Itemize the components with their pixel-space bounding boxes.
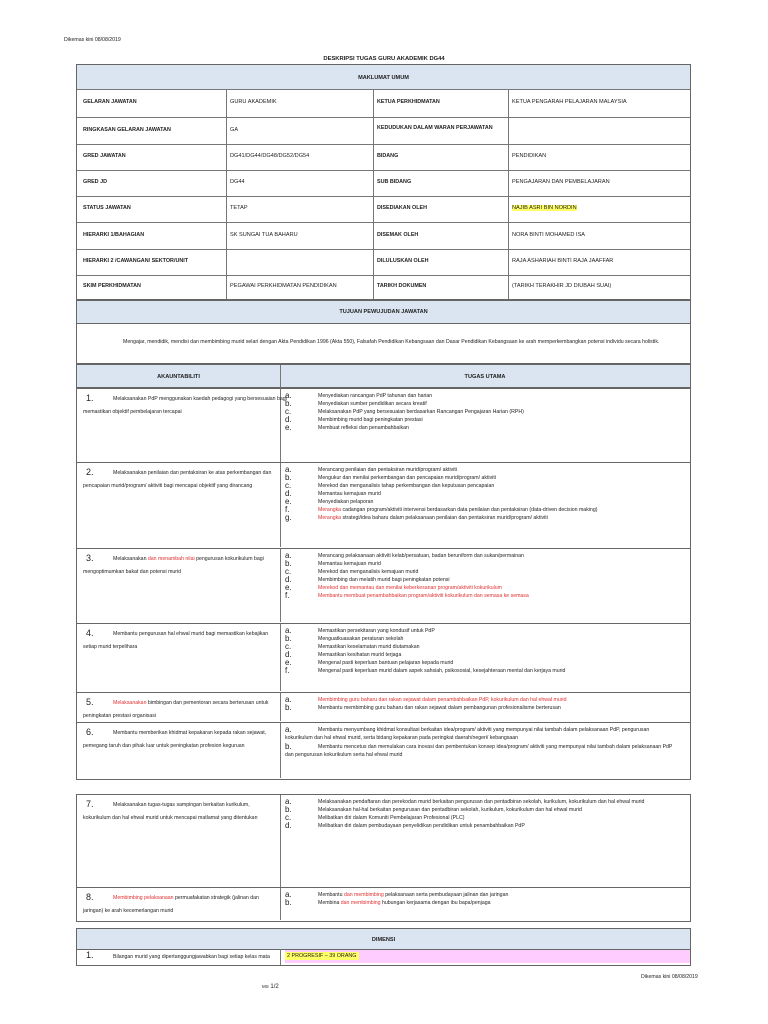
info-label: SKIM PERKHIDMATAN [83, 283, 141, 289]
info-value: PEGAWAI PERKHIDMATAN PENDIDIKAN [230, 283, 337, 289]
task-letter: f. [285, 505, 290, 514]
task-text: Membantu membimbing guru baharu dan rakan sejawat dalam pembangunan profesionalisme berterusan [318, 705, 561, 711]
task-letter: c. [285, 481, 292, 490]
task-item [285, 726, 705, 743]
task-text: Membantu mencetus dan memulakan cara inovasi dan pembentukan konsep idea/program/ aktiviti yang mempunyai nilai tambah dalam pelaksanaan PdP [318, 744, 673, 750]
desc-highlight: Melaksanakan [113, 700, 147, 706]
accountability-block [76, 794, 691, 888]
accountability-block [76, 463, 691, 549]
page-number [262, 984, 279, 990]
task-text: Membuat refleksi dan penambahbaikan [318, 425, 409, 431]
task-text: Memastikan persekitaran yang kondusif untuk PdP [318, 628, 435, 634]
task-item [285, 627, 705, 635]
accountability-block [76, 624, 691, 693]
task-item [285, 482, 705, 490]
desc-highlight: Membimbing pelaksanaan [113, 895, 174, 901]
accountability-desc-line2: setiap murid terpelihara [83, 644, 138, 650]
info-value: TETAP [230, 205, 248, 211]
task-item [285, 798, 705, 806]
task-text: Melaksanakan PdP yang bersesuaian berdasarkan Rancangan Pengajaran Harian (RPH) [318, 409, 524, 415]
accountability-block [76, 723, 691, 780]
task-letter: b. [285, 399, 292, 408]
task-text: Membimbing dan melatih murid bagi peningkatan potensi [318, 577, 450, 583]
task-item [285, 474, 705, 482]
task-letter: b. [285, 898, 292, 907]
task-letter: a. [285, 626, 292, 635]
task-item [285, 891, 705, 899]
task-text: Merangka strategi/idea baharu dalam pelaksanaan penilaian dan pentaksiran murid/program/ aktiviti [318, 515, 548, 521]
info-value: NORA BINTI MOHAMED ISA [512, 231, 586, 238]
info-label: BIDANG [377, 153, 399, 159]
updated-date-bottom: Dikemas kini 08/08/2019 [641, 974, 698, 980]
desc-highlight: dan menambah nilai [147, 556, 195, 562]
desc-part: permuafakatan strategik (jalinan dan [173, 895, 259, 901]
accountability-block [76, 693, 691, 723]
updated-date-top: Dikemas kini 08/08/2019 [64, 37, 121, 43]
task-item [285, 814, 705, 822]
info-label: GRED JD [83, 179, 107, 185]
info-value: RAJA ASHARIAH BINTI RAJA JAAFFAR [512, 258, 614, 264]
document-title: DESKRIPSI TUGAS GURU AKADEMIK DG44 [323, 56, 445, 62]
task-item [285, 651, 705, 659]
dimensi-row [76, 949, 691, 966]
task-letter: c. [285, 813, 292, 822]
task-text: Menyediakan rancangan PdP tahunan dan harian [318, 393, 433, 399]
task-item [285, 822, 705, 830]
task-text: Merekod dan memantau dan menilai keberkesanan program/aktiviti kokurikulum [318, 585, 502, 591]
task-letter: b. [285, 473, 292, 482]
task-item [285, 466, 705, 474]
info-label: HIERARKI 2 /CAWANGAN/ SEKTOR/UNIT [83, 258, 189, 264]
task-item [285, 416, 705, 424]
task-item [285, 514, 705, 522]
task-item [285, 408, 705, 416]
task-text: Merekod dan menganalisis tahap perkembangan dan keputusan pencapaian [318, 483, 495, 489]
accountability-desc-line2: mengoptimumkan bakat dan potensi murid [83, 569, 182, 575]
accountability-number: 1. [86, 393, 94, 403]
task-letter: c. [285, 407, 292, 416]
info-label: DILULUSKAN OLEH [377, 258, 429, 264]
task-letter: b. [285, 742, 292, 751]
task-letter: e. [285, 583, 292, 592]
task-text: Melibatkan diri dalam Komuniti Pembelajaran Profesional (PLC) [318, 815, 465, 821]
task-item [285, 506, 705, 514]
task-letter: a. [285, 551, 292, 560]
info-value [512, 205, 687, 211]
task-letter: e. [285, 658, 292, 667]
info-label: RINGKASAN GELARAN JAWATAN [83, 126, 171, 133]
task-letter: d. [285, 575, 292, 584]
task-text: Membantu menyumbang khidmat konsultasi berkaitan idea/program/ aktiviti yang mempunyai nilai tambah dalam pelaksanaan PdP, pengurusan [318, 727, 650, 733]
task-highlight: Merangka [318, 515, 342, 521]
maklumat-umum-header [77, 65, 690, 90]
task-text: Membimbing guru baharu dan rakan sejawat dalam penambahbaikan PdP, kokurikulum dan hal ehwal murid [318, 697, 567, 703]
tujuan-body [76, 323, 691, 364]
info-label: KEDUDUKAN DALAM WARAN PERJAWATAN [377, 124, 493, 131]
dimensi-label: DIMENSI [371, 937, 396, 943]
info-label: GRED JAWATAN [83, 153, 126, 159]
info-value: PENDIDIKAN [512, 153, 547, 159]
task-item [285, 667, 705, 675]
task-text: Menyediakan pelaporan [318, 499, 374, 505]
accountability-number: 8. [86, 892, 94, 902]
task-text-part: Membina [318, 900, 341, 906]
info-value: SK SUNGAI TUA BAHARU [230, 231, 298, 238]
accountability-number: 4. [86, 628, 94, 638]
task-text: Merancang penilaian dan pentaksiran murid/program/ aktiviti [318, 467, 457, 473]
dimensi-value: 2 PROGRESIF – 39 ORANG [287, 953, 357, 959]
task-text-part: dan membimbing [340, 900, 381, 906]
accountability-block [76, 388, 691, 463]
accountability-desc-line2: kokurikulum dan hal ehwal murid untuk mencapai matlamat yang ditentukan [83, 815, 258, 821]
dimensi-value-cell [285, 950, 690, 963]
task-item [285, 696, 705, 704]
info-value: KETUA PENGARAH PELAJARAN MALAYSIA [512, 99, 627, 105]
task-text: Melibatkan diri dalam pembudayaan penyelidikan pendidikan untuk penambahbaikan PdP [318, 823, 525, 829]
page-number-value: 1/2 [270, 984, 279, 990]
accountability-desc-line2: jaringan) ke arah kecemerlangan murid [83, 908, 174, 914]
task-letter: b. [285, 805, 292, 814]
task-text: Memastikan keselamatan murid diutamakan [318, 644, 420, 650]
tujuan-label: TUJUAN PEWUJUDAN JAWATAN [339, 309, 428, 315]
task-text: Memastikan kesihatan murid terjaga [318, 652, 402, 658]
tujuan-text: Mengajar, mendidik, mendisi dan membimbing murid selari dengan Akta Pendidikan 1996 (Akta 550), Falsafah Pendidikan Kebangsaan dan Dasar Pendidikan Kebangsaan ke arah memperkembangkan potensi individu secara holistik. [123, 339, 660, 345]
info-label: TARIKH DOKUMEN [377, 283, 427, 289]
task-letter: a. [285, 695, 292, 704]
info-label: GELARAN JAWATAN [83, 99, 137, 105]
task-text: Menguatkuasakan peraturan sekolah [318, 636, 404, 642]
accountability-desc-line1 [113, 895, 259, 902]
task-letter: d. [285, 821, 292, 830]
task-text: Melaksanakan hal-hal berkaitan pengurusan dan pentadbiran sekolah, kurikulum, kokurikulum dan hal ehwal murid [318, 807, 582, 813]
task-item [285, 552, 705, 560]
accountability-desc-line1: Melaksanakan PdP menggunakan kaedah pedagogi yang bersesuaian bagi [113, 396, 287, 402]
accountability-desc-line2: pencapaian murid/program/ aktiviti bagi mencapai objektif yang dirancang [83, 483, 253, 489]
page-prefix: MS [262, 984, 269, 989]
accountability-desc-line2: peningkatan prestasi organisasi [83, 713, 156, 719]
task-text-cont: kokurikulum dan hal ehwal murid, serta bidang kepakaran pada peringkat daerah/negeri/ kebangsaan [285, 735, 519, 741]
info-value: GA [230, 126, 239, 133]
task-highlight: Merangka [318, 507, 342, 513]
task-text: Membimbing murid bagi peningkatan prestasi [318, 417, 423, 423]
task-item [285, 498, 705, 506]
accountability-desc-line2: memastikan objektif pembelajaran tercapai [83, 409, 182, 415]
task-letter: f. [285, 666, 290, 675]
info-label: KETUA PERKHIDMATAN [377, 99, 440, 105]
task-item [285, 576, 705, 584]
task-item [285, 400, 705, 408]
task-text-part: Membantu [318, 892, 344, 898]
task-text: Mengukur dan menilai perkembangan dan pencapaian murid/program/ aktiviti [318, 475, 496, 481]
task-text: Melaksanakan pendaftaran dan perekodan murid berkaitan pengurusan dan pentadbiran sekolah, kurikulum, kokurikulum dan hal ehwal murid [318, 799, 645, 805]
tugas-utama-label: TUGAS UTAMA [464, 374, 506, 380]
info-value: (TARIKH TERAKHIR JD DIUBAH SUAI) [512, 283, 612, 289]
prepared-by-name: NAJIB ASRI BIN NORDIN [512, 205, 577, 211]
task-text: Merekod dan menganalisis kemajuan murid [318, 569, 419, 575]
task-letter: b. [285, 634, 292, 643]
tujuan-header [76, 300, 691, 324]
task-item [285, 392, 705, 400]
desc-part: bimbingan dan pementoran secara berterusan untuk [146, 700, 269, 706]
task-letter: g. [285, 513, 292, 522]
info-value: DG44 [230, 179, 245, 185]
task-letter: e. [285, 497, 292, 506]
task-item [285, 635, 705, 643]
maklumat-umum-table [76, 64, 691, 300]
info-label: DISEMAK OLEH [377, 231, 419, 238]
task-text: Memantau kemajuan murid [318, 561, 381, 567]
task-text-part: hubungan kerjasama dengan ibu bapa/penjaga [380, 900, 491, 906]
task-text [318, 892, 508, 898]
accountability-number: 7. [86, 799, 94, 809]
desc-part: pengurusan kokurikulum bagi [194, 556, 264, 562]
task-letter: b. [285, 703, 292, 712]
accountability-number: 2. [86, 467, 94, 477]
accountability-number: 5. [86, 697, 94, 707]
task-item [285, 806, 705, 814]
task-item [285, 568, 705, 576]
task-text: Mengenal pasti keperluan bantuan pelajaran kepada murid [318, 660, 454, 666]
akauntabiliti-label: AKAUNTABILITI [157, 374, 200, 380]
desc-part: Melaksanakan [113, 556, 148, 562]
task-item [285, 560, 705, 568]
info-label: DISEDIAKAN OLEH [377, 205, 428, 211]
accountability-desc-line1: Melaksanakan tugas-tugas sampingan berkaitan kurikulum, [113, 802, 250, 808]
task-letter: a. [285, 391, 292, 400]
task-text: Menyediakan sumber pendidikan secara kreatif [318, 401, 427, 407]
task-text: Merancang pelaksanaan aktiviti kelab/persatuan, badan beruniform dan sukan/permainan [318, 553, 524, 559]
task-text: Memantau kemajuan murid [318, 491, 381, 497]
task-item [285, 490, 705, 498]
accountability-desc-line2: pemegang taruh dan pihak luar untuk peningkatan profesion keguruan [83, 743, 245, 749]
task-letter: d. [285, 489, 292, 498]
task-letter: a. [285, 797, 292, 806]
info-label: HIERARKI 1/BAHAGIAN [83, 231, 145, 238]
task-letter: c. [285, 642, 292, 651]
info-label: SUB BIDANG [377, 179, 412, 185]
dimensi-number: 1. [86, 950, 94, 960]
task-item [285, 704, 705, 712]
task-item [285, 592, 705, 600]
accountability-block [76, 888, 691, 922]
task-item [285, 899, 705, 907]
task-item [285, 584, 705, 592]
task-letter: e. [285, 423, 292, 432]
task-letter: c. [285, 567, 292, 576]
task-text: Merangka cadangan program/aktiviti intervensi berdasarkan data penilaian dan pentaksiran (data-driven decision making) [318, 507, 598, 513]
accountability-desc-line1: Melaksanakan penilaian dan pentaksiran ke atas perkembangan dan [113, 470, 272, 476]
accountability-header [76, 364, 691, 388]
info-value: DG41/DG44/DG48/DG52/DG54 [230, 153, 310, 159]
task-letter: a. [285, 725, 292, 734]
info-value: PENGAJARAN DAN PEMBELAJARAN [512, 179, 610, 185]
task-letter: d. [285, 650, 292, 659]
dimensi-header [76, 928, 691, 950]
task-text: Mengenal pasti keperluan murid dalam aspek sahsiah, psikososial, kesejahteraan mental dan kerjaya murid [318, 668, 566, 674]
info-value: GURU AKADEMIK [230, 99, 277, 105]
accountability-number: 3. [86, 553, 94, 563]
accountability-desc-line1: Membantu memberikan khidmat kepakaran kepada rakan sejawat, [113, 730, 267, 736]
task-letter: b. [285, 559, 292, 568]
task-letter: f. [285, 591, 290, 600]
task-text [318, 900, 490, 906]
task-text-part: dan membimbing [343, 892, 384, 898]
info-label: STATUS JAWATAN [83, 205, 131, 211]
accountability-desc-line1: Membantu pengurusan hal ehwal murid bagi memastikan kebajikan [113, 631, 269, 637]
task-item [285, 424, 705, 432]
accountability-number: 6. [86, 727, 94, 737]
task-text: Membantu membuat penambahbaikan program/aktiviti kokurikulum dan semasa ke semasa [318, 593, 529, 599]
maklumat-umum-label: MAKLUMAT UMUM [358, 75, 409, 81]
accountability-desc-line1 [113, 700, 268, 707]
dimensi-description: Bilangan murid yang dipertanggungjawabkan bagi setiap kelas mata [113, 954, 270, 960]
task-text-cont: dan pengurusan kokurikulum serta hal ehwal murid [285, 752, 403, 758]
task-item [285, 743, 705, 760]
task-item [285, 643, 705, 651]
task-letter: a. [285, 465, 292, 474]
task-letter: d. [285, 415, 292, 424]
accountability-desc-line1 [113, 556, 264, 563]
task-letter: a. [285, 890, 292, 899]
task-text-part: pelaksanaan serta pembudayaan jalinan dan jaringan [383, 892, 509, 898]
task-item [285, 659, 705, 667]
accountability-block [76, 549, 691, 624]
